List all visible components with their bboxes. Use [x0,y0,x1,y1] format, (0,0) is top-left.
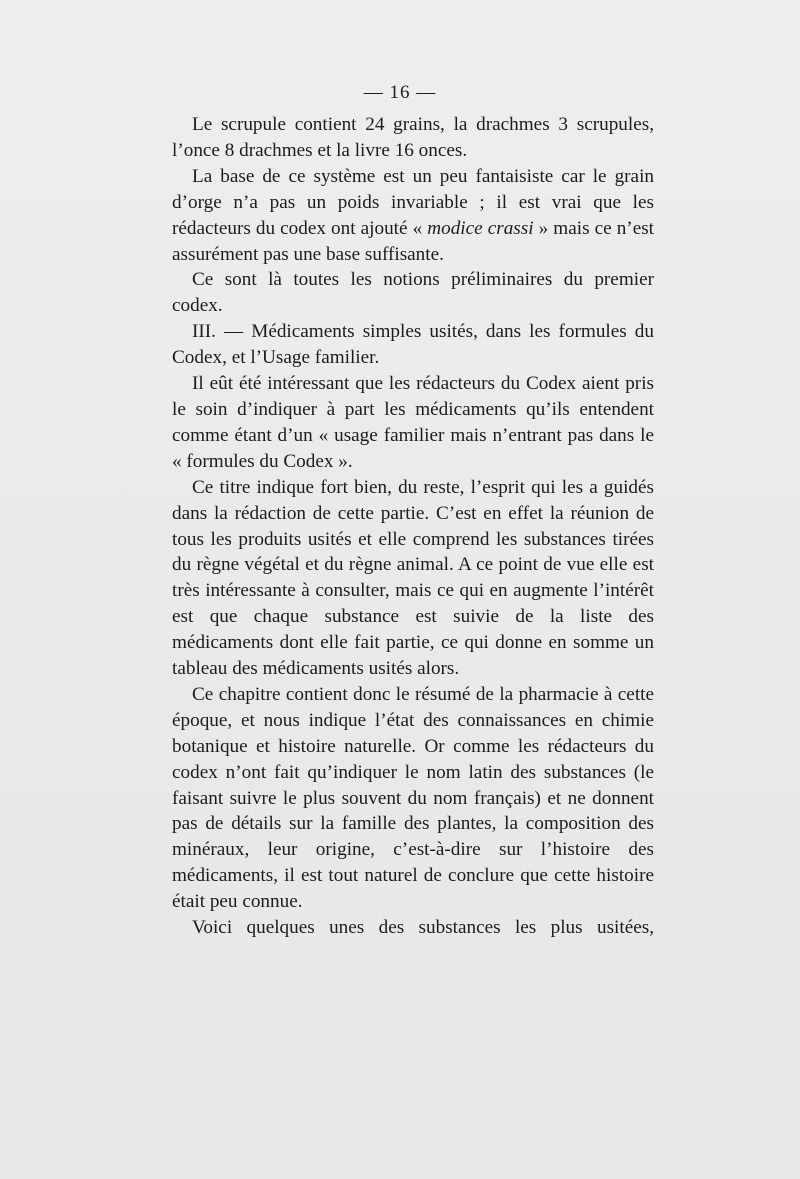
paragraph-units: Le scrupule contient 24 grains, la drachmes 3 scrupules, l’once 8 drachmes et la livre 16 onces. [172,114,654,161]
paragraph-base-system [172,164,654,268]
page-number: — 16 — [363,82,437,103]
body-text [172,112,654,941]
paragraph-chapter-summary: Ce chapitre contient donc le résumé de la pharmacie à cette époque, et nous indique l’état des connaissances en chimie botanique et histoire naturelle. Or comme les rédacteurs du codex n’ont fait qu’indiquer le nom latin des substances (le faisant suivre le plus souvent du nom français) et ne donnent pas de détails sur la famille des plantes, la composition des minéraux, leur origine, c’est-à-dire sur l’histoire des médicaments, il est tout naturel de conclure que cette histoire était peu connue. [172,683,654,913]
paragraph-substances-intro: Voici quelques unes des substances les plus usitées, [192,917,654,939]
section-heading-iii: III. — Médicaments simples usités, dans les formules du Codex, et l’Usage familier. [172,321,654,369]
latin-term-modice-crassi: modice crassi [427,217,534,239]
paragraph-title-spirit: Ce titre indique fort bien, du reste, l’esprit qui les a guidés dans la rédaction de cette partie. C’est en effet la réunion de tous les produits usités et elle comprend les substances tirées du règne végétal et du règne animal. A ce point de vue elle est très intéressante à consulter, mais ce qui en augmente l’intérêt est que chaque substance est suivie de la liste des médicaments dont elle fait partie, ce qui donne en somme un tableau des médicaments usités alors. [172,476,654,680]
paragraph-base-system-start: La base de ce système est un peu fantaisiste car le grain d’orge n’a pas un poids invariable ; il est vrai que les rédacteurs du codex ont ajouté « [172,165,654,239]
paragraph-base-system-end: » mais ce n’est assurément pas une base suffisante. [172,217,655,265]
paragraph-familiar-usage: Il eût été intéressant que les rédacteurs du Codex aient pris le soin d’indiquer à part les médicaments qu’ils entendent comme étant d’un « usage familier mais n’entrant pas dans le « formules du Codex ». [172,373,654,472]
paragraph-preliminary-notions: Ce sont là toutes les notions préliminaires du premier codex. [172,269,654,317]
